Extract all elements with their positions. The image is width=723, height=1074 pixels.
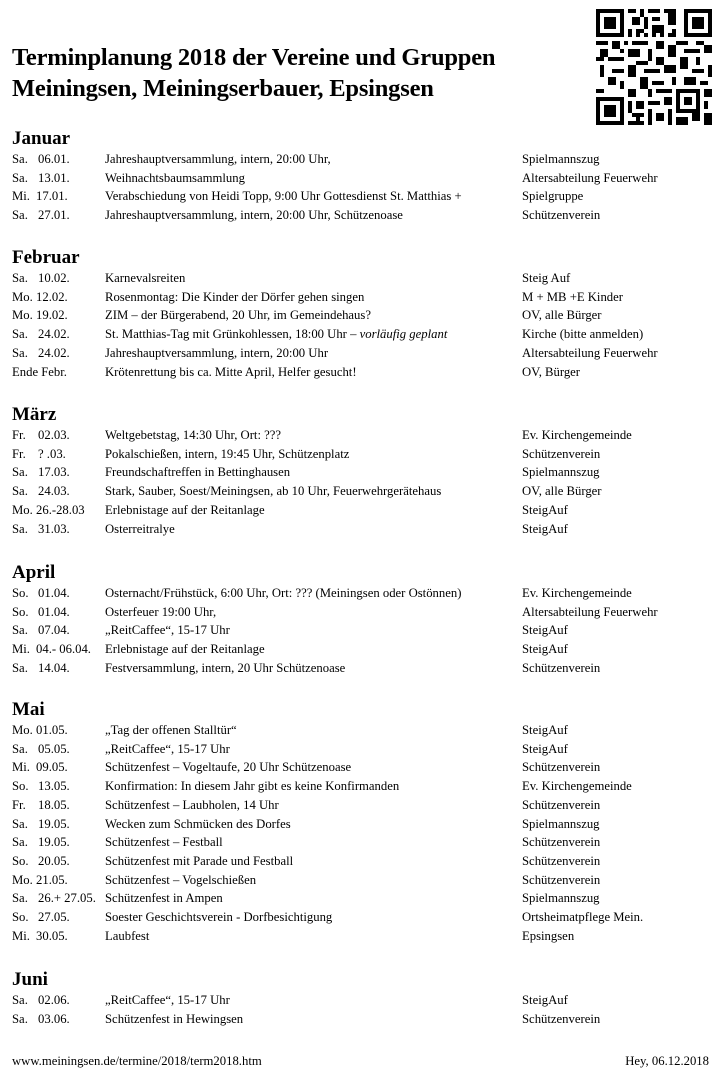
- event-description: [105, 187, 462, 206]
- event-description: [105, 852, 293, 871]
- event-description: [105, 206, 403, 225]
- event-row: [0, 740, 723, 759]
- event-row: [0, 169, 723, 188]
- event-text: Jahreshauptversammlung, intern, 20:00 Uhr, Schützenoase: [105, 208, 403, 223]
- event-weekday: Sa.: [12, 208, 28, 223]
- event-organizer: Altersabteilung Feuerwehr: [522, 345, 658, 360]
- event-weekday: Mi.: [12, 928, 30, 943]
- event-row: [0, 463, 723, 482]
- event-description: [105, 306, 371, 325]
- event-row: [0, 777, 723, 796]
- event-weekday: Fr.: [12, 428, 26, 442]
- event-row: [0, 758, 723, 777]
- event-row: [0, 815, 723, 834]
- event-organizer: OV, alle Bürger: [522, 308, 602, 323]
- event-text: Schützenfest – Laubholen, 14 Uhr: [105, 797, 279, 812]
- event-organizer: Spielmannszug: [522, 891, 600, 906]
- event-row: [0, 344, 723, 363]
- event-organizer: Ortsheimatpflege Mein.: [522, 910, 644, 924]
- event-organizer: SteigAuf: [522, 741, 568, 756]
- event-organizer: OV, alle Bürger: [522, 484, 602, 499]
- event-text: Verabschiedung von Heidi Topp, 9:00 Uhr Gottesdienst St. Matthias +: [105, 189, 462, 204]
- event-date: 13.01.: [38, 170, 70, 185]
- event-description: [105, 463, 290, 482]
- event-date: 20.05.: [38, 853, 70, 868]
- event-description: [105, 584, 461, 603]
- event-organizer: Schützenverein: [522, 660, 601, 675]
- event-weekday: Sa.: [12, 465, 28, 480]
- event-weekday: So.: [12, 779, 29, 794]
- event-row: [0, 520, 723, 539]
- event-text: Weltgebetstag, 14:30 Uhr, Ort: ???: [105, 428, 282, 442]
- event-organizer: Kirche (bitte anmelden): [522, 327, 644, 342]
- event-text: Weihnachtsbaumsammlung: [105, 170, 245, 185]
- event-row: [0, 640, 723, 659]
- event-text: Schützenfest – Vogelschießen: [105, 872, 257, 887]
- footer-author-date: Hey, 06.12.2018: [625, 1054, 709, 1068]
- event-organizer: SteigAuf: [522, 623, 568, 638]
- event-row: [0, 659, 723, 678]
- event-date: 19.05.: [38, 835, 70, 850]
- event-text: Erlebnistage auf der Reitanlage: [105, 642, 265, 657]
- event-text: Konfirmation: In diesem Jahr gibt es keine Konfirmanden: [105, 779, 400, 794]
- event-weekday: Sa.: [12, 521, 28, 536]
- event-description: [105, 169, 245, 188]
- event-text: Jahreshauptversammlung, intern, 20:00 Uhr,: [105, 152, 331, 166]
- event-date: 09.05.: [36, 760, 68, 775]
- event-description: [105, 621, 230, 640]
- event-organizer: Epsingsen: [522, 928, 575, 943]
- event-date: 21.05.: [36, 872, 68, 887]
- event-row: [0, 306, 723, 325]
- title-line-2: Meiningsen, Meiningserbauer, Epsingsen: [12, 75, 434, 102]
- event-description: [105, 927, 149, 946]
- event-weekday: Sa.: [12, 345, 28, 360]
- event-description: [105, 908, 332, 927]
- event-weekday: Sa.: [12, 484, 28, 499]
- event-date: 26.-28.03: [36, 502, 85, 517]
- event-row: [0, 889, 723, 908]
- event-text: „ReitCaffee“, 15-17 Uhr: [105, 623, 230, 638]
- event-row: [0, 927, 723, 946]
- event-date: 18.05.: [38, 797, 70, 812]
- event-row: [0, 721, 723, 740]
- event-text: ZIM – der Bürgerabend, 20 Uhr, im Gemeindehaus?: [105, 308, 371, 323]
- event-row: [0, 501, 723, 520]
- event-text: Soester Geschichtsverein - Dorfbesichtigung: [105, 910, 333, 924]
- event-text: Freundschaftreffen in Bettinghausen: [105, 465, 291, 480]
- event-text: „Tag der offenen Stalltür“: [105, 723, 237, 737]
- event-description: [105, 640, 265, 659]
- event-date: 24.02.: [38, 345, 70, 360]
- event-row: [0, 796, 723, 815]
- event-date: 17.03.: [38, 465, 70, 480]
- event-organizer: Ev. Kirchengemeinde: [522, 586, 632, 600]
- event-description: [105, 269, 185, 288]
- event-text: Schützenfest in Ampen: [105, 891, 223, 906]
- event-date: 01.04.: [38, 604, 70, 619]
- event-description: [105, 833, 223, 852]
- event-organizer: Ev. Kirchengemeinde: [522, 428, 632, 442]
- event-date: 05.05.: [38, 741, 70, 756]
- event-text: Jahreshauptversammlung, intern, 20:00 Uhr: [105, 345, 329, 360]
- event-date: 06.01.: [38, 152, 70, 166]
- event-weekday: Sa.: [12, 816, 28, 831]
- event-weekday: Sa.: [12, 1011, 28, 1026]
- event-text: Erlebnistage auf der Reitanlage: [105, 502, 265, 517]
- event-weekday: Mo.: [12, 872, 33, 887]
- event-organizer: Ev. Kirchengemeinde: [522, 779, 632, 794]
- document-title: [12, 42, 495, 104]
- event-organizer: SteigAuf: [522, 521, 568, 536]
- event-weekday: Sa.: [12, 327, 28, 342]
- month-heading: März: [12, 404, 57, 425]
- event-description: [105, 520, 175, 539]
- event-weekday: Sa.: [12, 152, 28, 166]
- event-text: Pokalschießen, intern, 19:45 Uhr, Schützenplatz: [105, 446, 350, 461]
- event-weekday: Fr.: [12, 446, 26, 461]
- event-row: [0, 1010, 723, 1029]
- event-row: [0, 445, 723, 464]
- event-weekday: Mi.: [12, 189, 30, 204]
- event-date: 04.- 06.04.: [36, 642, 91, 657]
- event-description: [105, 325, 447, 344]
- event-organizer: Steig Auf: [522, 271, 571, 285]
- event-weekday: Ende Febr.: [12, 364, 67, 379]
- footer: [0, 1052, 723, 1070]
- event-description: [105, 758, 351, 777]
- event-weekday: Sa.: [12, 623, 28, 638]
- event-organizer: Spielmannszug: [522, 816, 600, 831]
- event-description: [105, 871, 256, 890]
- event-organizer: Schützenverein: [522, 760, 601, 775]
- event-description: [105, 603, 216, 622]
- event-text: Stark, Sauber, Soest/Meiningsen, ab 10 Uhr, Feuerwehrgerätehaus: [105, 484, 442, 499]
- event-organizer: Schützenverein: [522, 835, 601, 850]
- event-description: [105, 777, 399, 796]
- event-date: 26.+ 27.05.: [38, 891, 96, 906]
- event-organizer: Schützenverein: [522, 853, 601, 868]
- event-organizer: Spielmannszug: [522, 465, 600, 480]
- event-weekday: Mo.: [12, 289, 33, 304]
- event-weekday: So.: [12, 604, 29, 619]
- event-weekday: Mo.: [12, 308, 33, 323]
- event-row: [0, 871, 723, 890]
- event-description: [105, 445, 349, 464]
- event-row: [0, 908, 723, 927]
- event-date: 10.02.: [38, 271, 70, 285]
- footer-url[interactable]: www.meiningsen.de/termine/2018/term2018.htm: [12, 1054, 262, 1068]
- event-row: [0, 603, 723, 622]
- event-date: ? .03.: [38, 446, 66, 461]
- event-weekday: So.: [12, 586, 29, 600]
- event-date: 13.05.: [38, 779, 70, 794]
- event-description: [105, 501, 265, 520]
- month-heading: April: [12, 562, 56, 583]
- event-text: Karnevalsreiten: [105, 271, 186, 285]
- event-row: [0, 363, 723, 382]
- event-weekday: Sa.: [12, 660, 28, 675]
- event-date: 12.02.: [36, 289, 68, 304]
- month-heading: Februar: [12, 247, 80, 268]
- event-text: Festversammlung, intern, 20 Uhr Schützenoase: [105, 660, 346, 675]
- event-text: Schützenfest – Festball: [105, 835, 223, 850]
- event-organizer: Schützenverein: [522, 446, 601, 461]
- event-note-italic: vorläufig geplant: [359, 327, 448, 342]
- event-text: „ReitCaffee“, 15-17 Uhr: [105, 741, 230, 756]
- event-description: [105, 482, 441, 501]
- event-weekday: Mo.: [12, 502, 33, 517]
- event-text: St. Matthias-Tag mit Grünkohlessen, 18:00 Uhr –: [105, 327, 360, 342]
- event-text: Osterfeuer 19:00 Uhr,: [105, 604, 217, 619]
- event-description: [105, 344, 328, 363]
- event-row: [0, 288, 723, 307]
- event-date: 03.06.: [38, 1011, 70, 1026]
- event-date: 07.04.: [38, 623, 70, 638]
- event-row: [0, 426, 723, 445]
- event-organizer: Altersabteilung Feuerwehr: [522, 604, 658, 619]
- event-row: [0, 482, 723, 501]
- event-date: 24.02.: [38, 327, 70, 342]
- event-date: 30.05.: [36, 928, 68, 943]
- event-description: [105, 288, 364, 307]
- event-text: Rosenmontag: Die Kinder der Dörfer gehen singen: [105, 289, 365, 304]
- month-heading: Juni: [12, 969, 48, 990]
- event-weekday: Sa.: [12, 271, 28, 285]
- event-text: Laubfest: [105, 928, 150, 943]
- event-weekday: Sa.: [12, 891, 28, 906]
- event-row: [0, 852, 723, 871]
- event-description: [105, 815, 291, 834]
- event-weekday: Fr.: [12, 797, 26, 812]
- event-organizer: Spielmannszug: [522, 152, 600, 166]
- event-date: 19.05.: [38, 816, 70, 831]
- event-date: 27.05.: [38, 910, 70, 924]
- event-text: Wecken zum Schmücken des Dorfes: [105, 816, 291, 831]
- event-row: [0, 150, 723, 169]
- event-date: 01.04.: [38, 586, 70, 600]
- event-date: 17.01.: [36, 189, 68, 204]
- event-row: [0, 206, 723, 225]
- event-row: [0, 991, 723, 1010]
- event-text: „ReitCaffee“, 15-17 Uhr: [105, 993, 230, 1007]
- event-description: [105, 363, 357, 382]
- event-description: [105, 659, 345, 678]
- event-row: [0, 621, 723, 640]
- event-text: Krötenrettung bis ca. Mitte April, Helfer gesucht!: [105, 364, 357, 379]
- event-weekday: Sa.: [12, 741, 28, 756]
- month-heading: Mai: [12, 699, 45, 720]
- event-organizer: Altersabteilung Feuerwehr: [522, 170, 658, 185]
- event-weekday: Sa.: [12, 993, 28, 1007]
- event-date: 19.02.: [36, 308, 68, 323]
- event-description: [105, 740, 230, 759]
- event-row: [0, 325, 723, 344]
- event-row: [0, 269, 723, 288]
- event-description: [105, 889, 223, 908]
- event-weekday: Sa.: [12, 170, 28, 185]
- event-weekday: So.: [12, 853, 29, 868]
- event-organizer: OV, Bürger: [522, 364, 581, 379]
- event-date: 02.06.: [38, 993, 70, 1007]
- event-organizer: Spielgruppe: [522, 189, 584, 204]
- event-organizer: M + MB +E Kinder: [522, 289, 624, 304]
- event-organizer: Schützenverein: [522, 797, 601, 812]
- event-date: 31.03.: [38, 521, 70, 536]
- qr-code-icon: [596, 9, 712, 125]
- event-date: 24.03.: [38, 484, 70, 499]
- event-text: Schützenfest in Hewingsen: [105, 1011, 244, 1026]
- event-text: Schützenfest mit Parade und Festball: [105, 853, 294, 868]
- event-organizer: Schützenverein: [522, 208, 601, 223]
- title-line-1: Terminplanung 2018 der Vereine und Gruppen: [12, 44, 496, 71]
- event-row: [0, 187, 723, 206]
- event-text: Osternacht/Frühstück, 6:00 Uhr, Ort: ??? (Meiningsen oder Ostönnen): [105, 586, 462, 600]
- event-organizer: SteigAuf: [522, 502, 568, 517]
- event-organizer: SteigAuf: [522, 993, 568, 1007]
- event-description: [105, 721, 237, 740]
- event-description: [105, 796, 279, 815]
- event-date: 14.04.: [38, 660, 70, 675]
- event-text: Osterreitralye: [105, 521, 175, 536]
- event-weekday: Sa.: [12, 835, 28, 850]
- event-weekday: So.: [12, 910, 29, 924]
- event-date: 01.05.: [36, 723, 68, 737]
- event-organizer: SteigAuf: [522, 723, 568, 737]
- event-text: Schützenfest – Vogeltaufe, 20 Uhr Schützenoase: [105, 760, 352, 775]
- event-organizer: Schützenverein: [522, 872, 601, 887]
- event-description: [105, 426, 281, 445]
- event-date: 02.03.: [38, 428, 70, 442]
- event-organizer: Schützenverein: [522, 1011, 601, 1026]
- month-heading: Januar: [12, 128, 71, 149]
- event-organizer: SteigAuf: [522, 642, 568, 657]
- event-weekday: Mi.: [12, 642, 30, 657]
- event-description: [105, 150, 331, 169]
- event-row: [0, 584, 723, 603]
- event-weekday: Mo.: [12, 723, 33, 737]
- event-weekday: Mi.: [12, 760, 30, 775]
- event-row: [0, 833, 723, 852]
- event-description: [105, 1010, 243, 1029]
- event-date: 27.01.: [38, 208, 70, 223]
- event-description: [105, 991, 230, 1010]
